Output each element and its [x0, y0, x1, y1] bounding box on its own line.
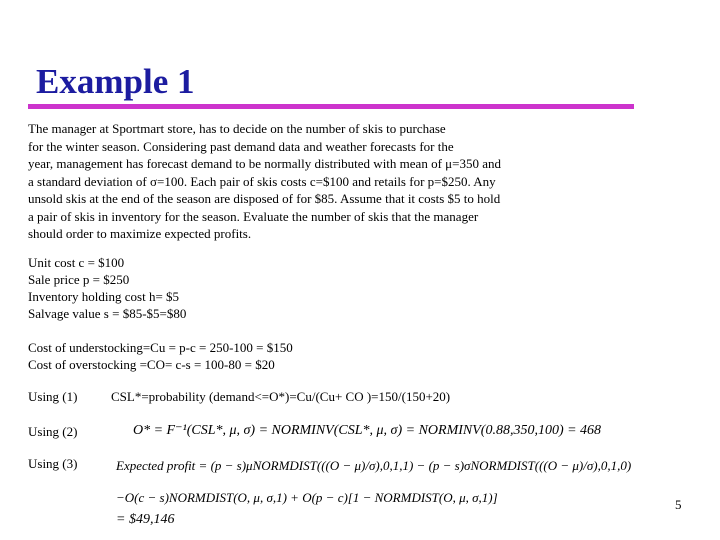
given-unit-cost: Unit cost c = $100 [28, 255, 125, 270]
expected-profit-formula-line1: Expected profit = (p − s)μNORMDIST(((O − μ)/σ),0,1,1) − (p − s)σNORMDIST(((O − μ)/σ),0,1,0) [116, 458, 632, 473]
expected-profit-result: = $49,146 [116, 512, 175, 527]
problem-statement [28, 120, 548, 243]
understock-cost: Cost of understocking=Cu = p-c = 250-100 = $150 [28, 340, 293, 355]
step-2-label: Using (2) [28, 424, 78, 439]
given-values [28, 254, 186, 322]
problem-line: year, management has forecast demand to be normally distributed with mean of μ=350 and [28, 156, 501, 171]
title-underline [28, 104, 634, 109]
csl-formula: CSL*=probability (demand<=O*)=Cu/(Cu+ CO )=150/(150+20) [111, 389, 451, 404]
problem-line: a standard deviation of σ=100. Each pair of skis costs c=$100 and retails for p=$250. Any [28, 173, 496, 189]
given-sale-price: Sale price p = $250 [28, 272, 130, 287]
slide-title: Example 1 [36, 62, 195, 101]
order-quantity-formula: O* = F⁻¹(CSL*, μ, σ) = NORMINV(CSL*, μ, σ) = NORMINV(0.88,350,100) = 468 [133, 423, 602, 438]
problem-line: The manager at Sportmart store, has to decide on the number of skis to purchase [28, 121, 446, 136]
problem-line: a pair of skis in inventory for the season. Evaluate the number of skis that the manager [28, 208, 479, 224]
given-salvage-value: Salvage value s = $85-$5=$80 [28, 306, 187, 321]
page-number: 5 [675, 497, 682, 512]
cost-definitions [28, 339, 293, 373]
problem-line: unsold skis at the end of the season are disposed of for $85. Assume that it costs $5 to hold [28, 191, 501, 206]
problem-line: for the winter season. Considering past demand data and weather forecasts for the [28, 138, 454, 154]
overstock-cost: Cost of overstocking =CO= c-s = 100-80 = $20 [28, 357, 275, 372]
given-holding-cost: Inventory holding cost h= $5 [28, 289, 180, 304]
step-1-label: Using (1) [28, 389, 78, 404]
problem-line: should order to maximize expected profits. [28, 226, 252, 241]
expected-profit-formula-line2: −O(c − s)NORMDIST(O, μ, σ,1) + O(p − c)[1 − NORMDIST(O, μ, σ,1)] [116, 490, 498, 505]
step-3-label: Using (3) [28, 456, 78, 471]
